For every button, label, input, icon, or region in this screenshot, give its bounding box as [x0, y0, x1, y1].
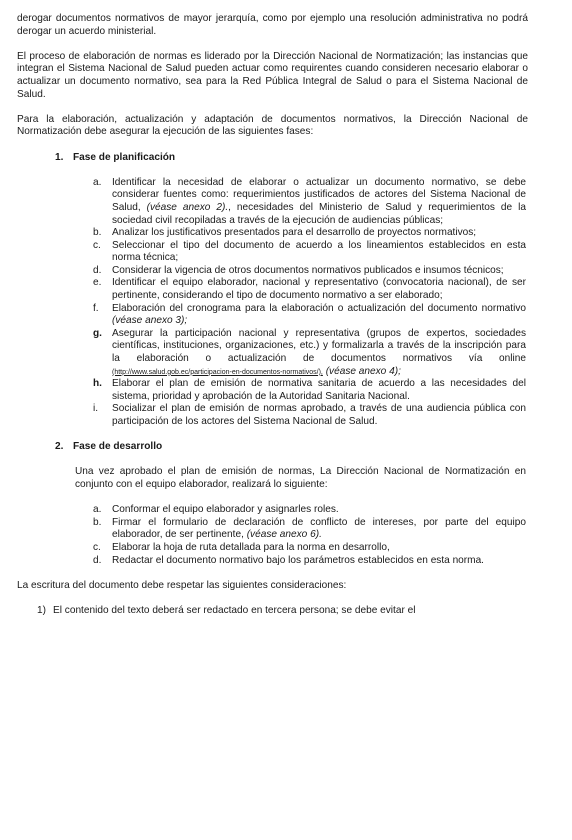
intro-paragraph-2: El proceso de elaboración de normas es liderado por la Dirección Nacional de Normatización; las instancias que integran el Sistema Nacional de Salud pueden actuar como requirentes cuando consideren necesario elaborar o actualizar un documento normativo, sea para la Red Pública Integral de Salud o para el Sistema Nacional de Salud.	[17, 50, 528, 100]
list-item-text: Redactar el documento normativo bajo los parámetros establecidos en esta norma.	[112, 554, 484, 566]
list-item	[93, 177, 526, 227]
list-item-label: f.	[93, 302, 99, 314]
list-item-text: Identificar el equipo elaborador, nacional y representativo (convocatoria nacional), de ser pertinente, considerando el tipo de documento normativo a ser elaborado;	[112, 277, 526, 302]
intro-paragraph-1: derogar documentos normativos de mayor jerarquía, como por ejemplo una resolución administrativa no podrá derogar un acuerdo ministerial.	[17, 13, 528, 37]
list-item	[93, 504, 526, 517]
list-item-label: d.	[93, 554, 102, 566]
list-item-label: e.	[93, 277, 102, 289]
phase-2-intro: Una vez aprobado el plan de emisión de normas, La Dirección Nacional de Normatización en conjunto con el equipo elaborador, realizará lo siguiente:	[75, 466, 526, 490]
list-item	[93, 240, 526, 265]
list-item	[93, 378, 526, 403]
list-item-text: Socializar el plan de emisión de normas aprobado, a través de una audiencia pública con participación de los actores del Sistema Nacional de Salud.	[112, 403, 526, 427]
list-item-label: a.	[93, 176, 102, 188]
list-item-text: Elaboración del cronograma para la elaboración o actualización del documento normativo (véase anexo 3);	[112, 302, 526, 327]
list-item-text: Identificar la necesidad de elaborar o actualizar un documento normativo, se debe considerar fuentes como: requerimientos justificados de actores del Sistema Nacional de Salud, (véase anexo 2)., necesidades del Ministerio de Salud y requerimientos de la sociedad civil recopiladas a través de la ejecución de audiencias públicas;	[112, 176, 526, 226]
phase-2-list	[93, 504, 526, 567]
list-item-label: i.	[93, 403, 99, 415]
list-item-text: Conformar el equipo elaborador y asignarles roles.	[112, 504, 339, 516]
list-item	[93, 403, 526, 428]
list-item-label: b.	[93, 516, 102, 528]
phase-1-number: 1.	[55, 151, 64, 163]
list-item-label: c.	[93, 541, 101, 553]
list-item-label: b.	[93, 227, 102, 239]
list-item-label: h.	[93, 378, 102, 390]
list-item-text: El contenido del texto deberá ser redactado en tercera persona; se debe evitar el	[53, 604, 416, 616]
list-item	[93, 227, 526, 240]
list-item-label: 1)	[37, 604, 46, 616]
list-item	[93, 303, 526, 328]
participation-link[interactable]: (http://www.salud.gob.ec/participacion-en-documentos-normativos/),	[112, 368, 323, 376]
list-item	[93, 542, 526, 555]
list-item-label: a.	[93, 504, 102, 516]
phase-1-list	[93, 177, 526, 429]
list-item-label: g.	[93, 327, 102, 339]
list-item	[93, 328, 526, 378]
phase-2-heading	[55, 441, 528, 454]
list-item-text: Analizar los justificativos presentados para el desarrollo de proyectos normativos;	[112, 227, 477, 239]
writing-item-1	[37, 605, 528, 618]
phase-1-title: Fase de planificación	[73, 151, 176, 163]
list-item	[93, 517, 526, 542]
list-item-text: Considerar la vigencia de otros documentos normativos publicados e insumos técnicos;	[112, 264, 504, 276]
phase-1-heading	[55, 152, 528, 165]
phase-2-number: 2.	[55, 441, 64, 453]
list-item-text: Seleccionar el tipo del documento de acuerdo a los lineamientos establecidos en esta norma técnica;	[112, 239, 526, 264]
list-item-text: Elaborar el plan de emisión de normativa sanitaria de acuerdo a las necesidades del sistema, prioridad y aprobación de la Autoridad Sanitaria Nacional.	[112, 378, 526, 402]
list-item	[93, 265, 526, 278]
intro-paragraph-3: Para la elaboración, actualización y adaptación de documentos normativos, la Dirección Nacional de Normatización debe asegurar la ejecución de las siguientes fases:	[17, 113, 528, 138]
list-item-label: c.	[93, 239, 101, 251]
list-item-text: Asegurar la participación nacional y representativa (grupos de expertos, sociedades científicas, instituciones, organizaciones, etc.) y formalizarla a través de la inscripción para la elaboración o actualización de documentos normativos vía online (http://www.salud.gob.ec/participacion-en-documentos-normativos/), (véase anexo 4);	[112, 327, 526, 377]
list-item	[93, 277, 526, 302]
list-item-text: Elaborar la hoja de ruta detallada para la norma en desarrollo,	[112, 541, 390, 553]
list-item-text: Firmar el formulario de declaración de conflicto de intereses, por parte del equipo elaborador, de ser pertinente, (véase anexo 6).	[112, 516, 526, 541]
writing-heading: La escritura del documento debe respetar las siguientes consideraciones:	[17, 579, 347, 591]
list-item	[93, 555, 526, 568]
phase-2-title: Fase de desarrollo	[73, 441, 163, 453]
list-item-label: d.	[93, 264, 102, 276]
